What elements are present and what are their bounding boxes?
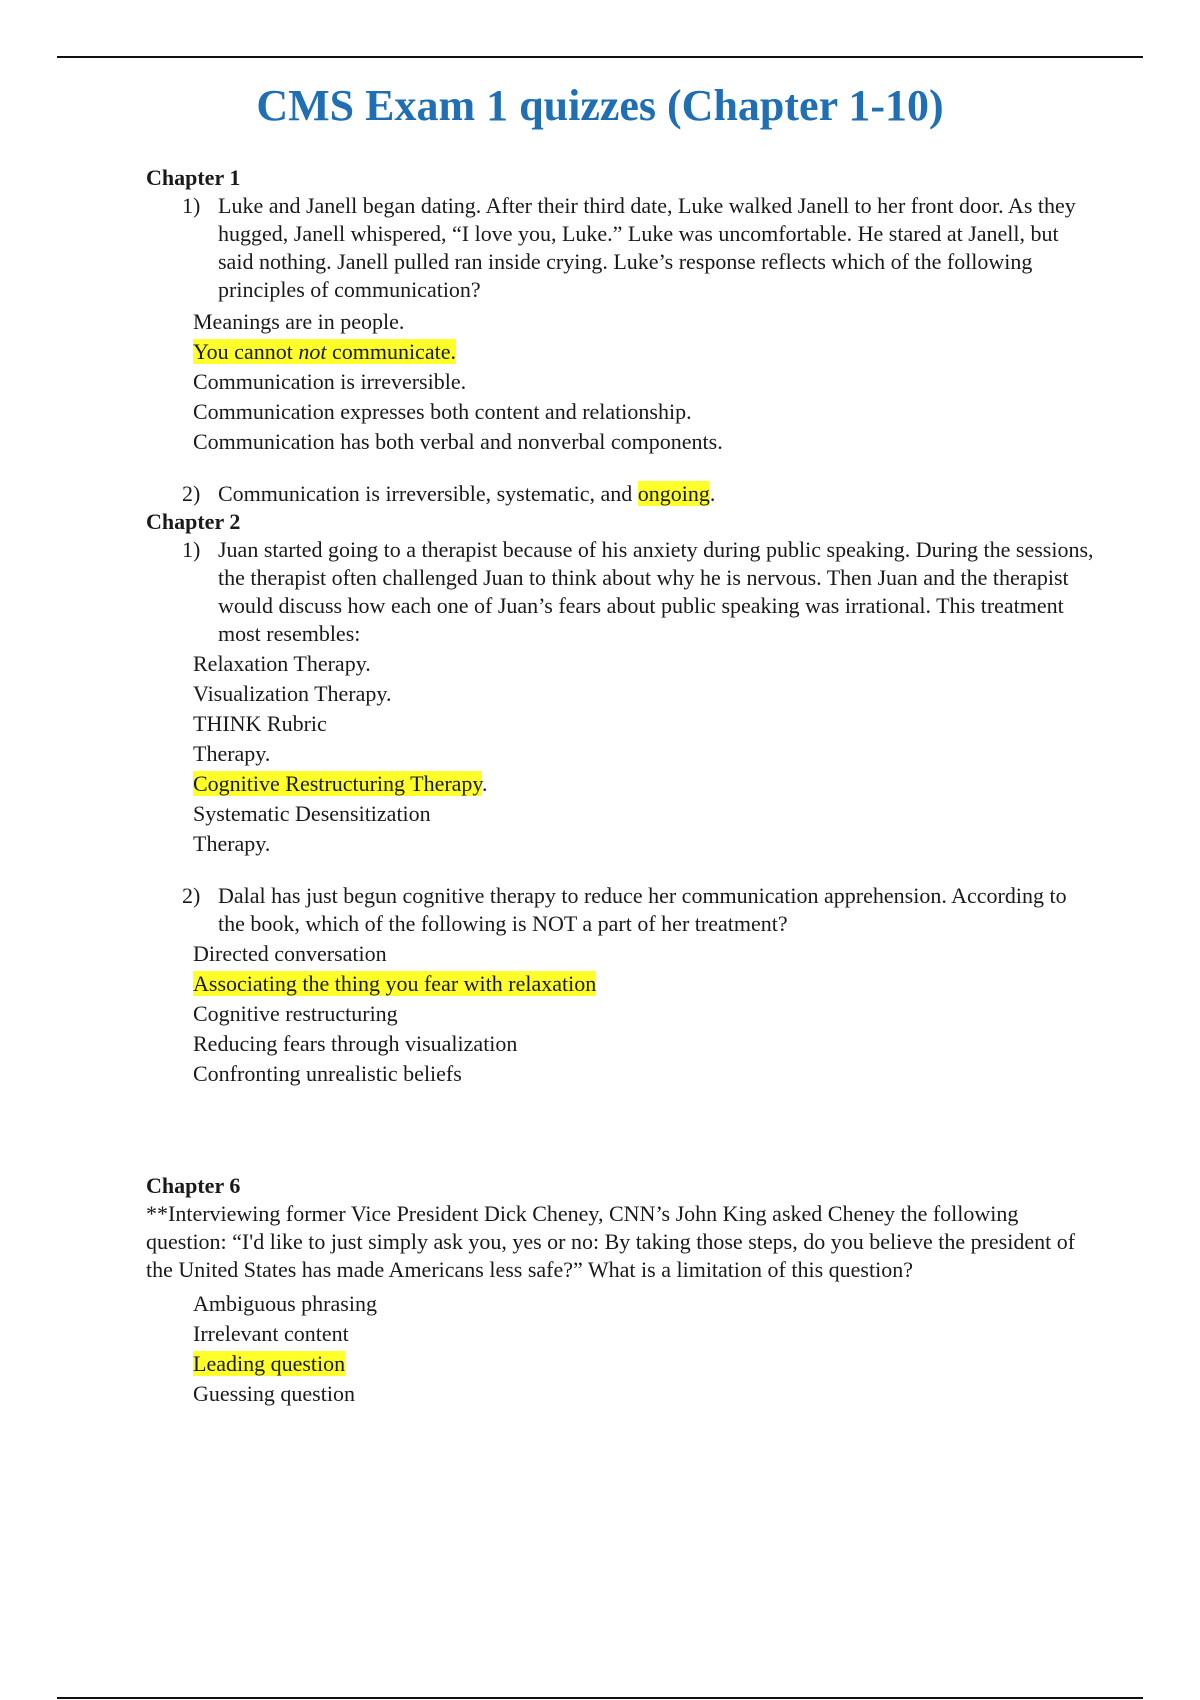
question-text: Dalal has just begun cognitive therapy to reduce her communication apprehension. According to the book, which of the following is NOT a part of her treatment? xyxy=(218,883,1067,936)
answer-option: Communication is irreversible. xyxy=(193,369,467,394)
answer-option: Ambiguous phrasing xyxy=(193,1291,377,1316)
answer-option: Meanings are in people. xyxy=(193,309,405,334)
question-number: 1) xyxy=(182,193,201,218)
answer-highlight: Leading question xyxy=(193,1351,346,1376)
answer-option: Therapy. xyxy=(193,831,271,856)
chapter-2-question-1 xyxy=(182,536,1096,648)
answer-option: Communication has both verbal and nonverbal components. xyxy=(193,429,723,454)
question-text: Juan started going to a therapist because of his anxiety during public speaking. During the sessions, the therapist often challenged Juan to think about why he is nervous. Then Juan and the therapist would discuss how each one of Juan’s fears about public speaking was irrational. This treatment most resembles: xyxy=(218,537,1094,646)
question-text: Luke and Janell began dating. After their third date, Luke walked Janell to her front door. As they hugged, Janell whispered, “I love you, Luke.” Luke was uncomfortable. He stared at Janell, but said nothing. Janell pulled ran inside crying. Luke’s response reflects which of the following principles of communication? xyxy=(218,193,1076,302)
question-number: 2) xyxy=(182,883,201,908)
answer-highlight: You cannot not communicate. xyxy=(193,339,456,364)
correct-answer-option: Cognitive Restructuring Therapy. xyxy=(193,771,488,796)
bottom-rule xyxy=(57,1697,1143,1699)
answer-option: Guessing question xyxy=(193,1381,355,1406)
question-text: Communication is irreversible, systematic, and ongoing. xyxy=(218,481,716,506)
answer-option: Irrelevant content xyxy=(193,1321,349,1346)
answer-highlight: ongoing xyxy=(637,481,710,506)
document-body xyxy=(146,164,1096,1408)
answer-option: Confronting unrealistic beliefs xyxy=(193,1061,462,1086)
correct-answer-option xyxy=(193,970,1096,998)
answer-option: Reducing fears through visualization xyxy=(193,1031,518,1056)
correct-answer-option xyxy=(193,1350,1096,1378)
answer-option: Directed conversation xyxy=(193,941,387,966)
chapter-1-question-1 xyxy=(182,192,1096,304)
answer-option: Visualization Therapy. xyxy=(193,681,392,706)
answer-highlight: Cognitive Restructuring Therapy xyxy=(193,771,482,796)
correct-answer-option xyxy=(193,338,1096,366)
chapter-1-heading: Chapter 1 xyxy=(146,165,241,190)
question-number: 1) xyxy=(182,537,201,562)
chapter-2-question-2 xyxy=(182,882,1096,938)
answer-option: Communication expresses both content and relationship. xyxy=(193,399,692,424)
answer-option: Systematic Desensitization xyxy=(193,801,431,826)
top-rule xyxy=(57,56,1143,58)
answer-option: Relaxation Therapy. xyxy=(193,651,371,676)
chapter-6-heading: Chapter 6 xyxy=(146,1173,241,1198)
answer-highlight: Associating the thing you fear with relaxation xyxy=(193,971,597,996)
chapter-6-question: **Interviewing former Vice President Dick Cheney, CNN’s John King asked Cheney the following question: “I'd like to just simply ask you, yes or no: By taking those steps, do you believe the president of the United States has made Americans less safe?” What is a limitation of this question? xyxy=(146,1201,1076,1282)
question-number: 2) xyxy=(182,481,201,506)
answer-option: THINK Rubric xyxy=(193,711,327,736)
chapter-1-question-2 xyxy=(182,480,1096,508)
answer-option: Cognitive restructuring xyxy=(193,1001,398,1026)
answer-option: Therapy. xyxy=(193,741,271,766)
document-title: CMS Exam 1 quizzes (Chapter 1-10) xyxy=(256,81,944,130)
chapter-2-heading: Chapter 2 xyxy=(146,509,241,534)
